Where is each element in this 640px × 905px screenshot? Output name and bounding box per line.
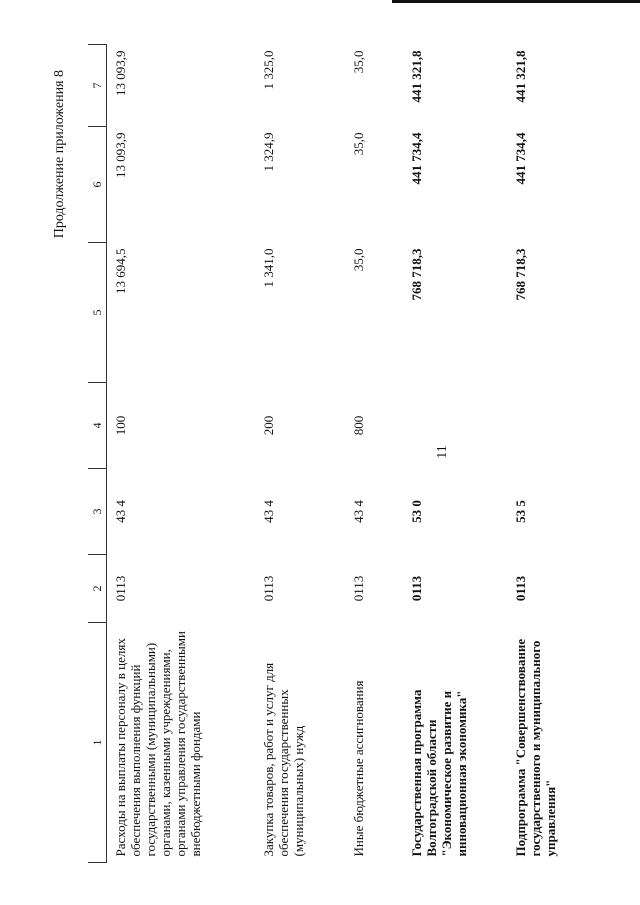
row-name: Подпрограмма "Совершенствование государственного и муниципального управления" <box>513 638 558 857</box>
table-row <box>255 45 345 863</box>
table-row <box>345 45 403 863</box>
section-code: 0113 <box>351 575 366 602</box>
expense-type-code: 200 <box>261 415 276 436</box>
program-code: 53 0 <box>409 500 424 523</box>
program-code: 43 4 <box>113 500 128 523</box>
budget-table <box>88 44 605 863</box>
section-code: 0113 <box>261 575 276 602</box>
column-header: 3 <box>88 469 107 555</box>
appendix-caption: Продолжение приложения 8 <box>52 70 67 239</box>
section-code: 0113 <box>409 575 424 602</box>
amount-col6: 35,0 <box>351 132 366 156</box>
amount-col7: 1 325,0 <box>261 50 276 90</box>
amount-col7: 441 321,8 <box>409 50 424 103</box>
program-code: 43 4 <box>261 500 276 523</box>
expense-type-code <box>403 383 507 469</box>
amount-col6: 13 093,9 <box>113 132 128 178</box>
column-header: 1 <box>88 623 107 863</box>
amount-col7: 13 093,9 <box>113 50 128 96</box>
row-name: Расходы на выплаты персоналу в целях обеспечения выполнения функций государственными (муниципальными) органами, казенными учреждениями, органами управления государственными внебюджетными фондами <box>113 631 203 857</box>
column-header: 7 <box>88 45 107 127</box>
row-name: Закупка товаров, работ и услуг для обеспечения государственных (муниципальных) нужд <box>261 662 306 857</box>
program-code: 53 5 <box>513 500 528 523</box>
column-header: 2 <box>88 555 107 623</box>
amount-col5: 768 718,3 <box>513 248 528 301</box>
amount-col5: 768 718,3 <box>409 248 424 301</box>
page-number-text: 11 <box>435 445 450 459</box>
row-name: Государственная программа Волгоградской области "Экономическое развитие и инновационная экономика" <box>409 689 469 857</box>
expense-type-code: 800 <box>351 415 366 436</box>
amount-col5: 35,0 <box>351 248 366 272</box>
program-code: 43 4 <box>351 500 366 523</box>
expense-type-code <box>507 383 605 469</box>
section-code: 0113 <box>113 575 128 602</box>
amount-col6: 1 324,9 <box>261 132 276 172</box>
column-header: 4 <box>88 383 107 469</box>
table-row <box>403 45 507 863</box>
section-code: 0113 <box>513 575 528 602</box>
row-name: Иные бюджетные ассигнования <box>351 680 366 857</box>
column-header: 5 <box>88 243 107 383</box>
column-header: 6 <box>88 127 107 243</box>
table-row <box>507 45 605 863</box>
amount-col5: 1 341,0 <box>261 248 276 288</box>
amount-col7: 35,0 <box>351 50 366 74</box>
table-row <box>107 45 256 863</box>
amount-col7: 441 321,8 <box>513 50 528 103</box>
amount-col5: 13 694,5 <box>113 248 128 294</box>
amount-col6: 441 734,4 <box>409 132 424 185</box>
expense-type-code: 100 <box>113 415 128 436</box>
column-header-row <box>88 45 107 863</box>
amount-col6: 441 734,4 <box>513 132 528 185</box>
